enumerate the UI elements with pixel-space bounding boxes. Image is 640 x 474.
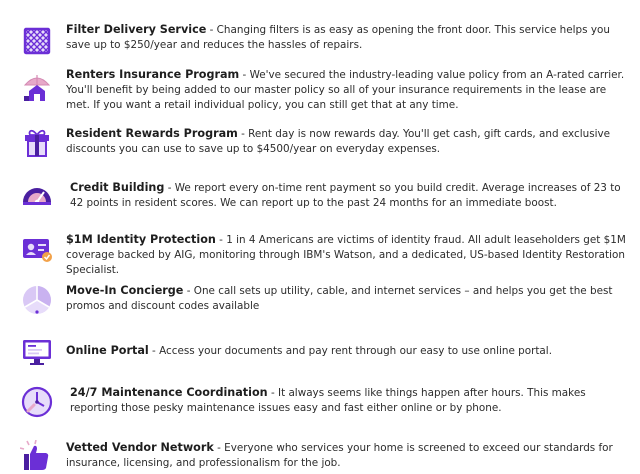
title-separator: - — [183, 285, 194, 297]
service-text — [66, 126, 626, 157]
service-text — [70, 385, 626, 416]
umbrella-house-icon — [20, 71, 54, 105]
filter-icon — [20, 24, 54, 58]
service-description: Rent day is now rewards day. You'll get cash, gift cards, and exclusive discounts you can use to save up to $4500/year on everyday expenses. — [66, 128, 611, 155]
service-text — [66, 22, 626, 53]
service-text — [66, 440, 626, 471]
service-title: $1M Identity Protection — [66, 233, 216, 246]
title-separator: - — [215, 234, 227, 246]
gauge-icon — [20, 180, 54, 214]
title-separator: - — [164, 182, 175, 194]
service-title: Move-In Concierge — [66, 284, 184, 297]
title-separator: - — [213, 442, 225, 454]
title-separator: - — [239, 69, 250, 81]
service-title: 24/7 Maintenance Coordination — [70, 386, 268, 399]
service-title: Credit Building — [70, 181, 165, 194]
title-separator: - — [237, 128, 249, 140]
service-title: Vetted Vendor Network — [66, 441, 214, 454]
service-description: One call sets up utility, cable, and internet services – and helps you get the best promos and discount codes available — [66, 285, 613, 312]
service-title: Resident Rewards Program — [66, 127, 238, 140]
service-title: Renters Insurance Program — [66, 68, 240, 81]
service-text — [66, 67, 626, 113]
title-separator: - — [206, 24, 217, 36]
service-title: Filter Delivery Service — [66, 23, 207, 36]
service-description: Access your documents and pay rent through our easy to use online portal. — [159, 345, 552, 357]
service-description: Changing filters is as easy as opening the front door. This service helps you save up to $250/year and reduces the hassles of repairs. — [66, 24, 610, 51]
title-separator: - — [267, 387, 278, 399]
service-text — [66, 343, 626, 359]
service-title: Online Portal — [66, 344, 149, 357]
thumbs-up-icon — [20, 440, 54, 474]
service-text — [70, 180, 626, 211]
service-description: 1 in 4 Americans are victims of identity fraud. All adult leaseholders get $1M coverage backed by AIG, monitoring through IBM's Watson, and a dedicated, US-based Identity Restoration Specialist. — [66, 234, 626, 276]
id-card-icon — [20, 232, 54, 266]
gift-icon — [20, 126, 54, 160]
service-description: We report every on-time rent payment so you build credit. Average increases of 23 to 42 points in resident scores. We can report up to the past 24 months for an immediate boost. — [70, 182, 621, 209]
title-separator: - — [148, 345, 160, 357]
service-text — [66, 232, 626, 278]
monitor-icon — [20, 335, 54, 369]
service-description: It always seems like things happen after hours. This makes reporting those pesky maintenance issues easy and fast either online or by phone. — [70, 387, 586, 414]
concierge-icon — [20, 283, 54, 317]
service-description: Everyone who services your home is screened to exceed our standards for insurance, licensing, and professionalism for the job. — [66, 442, 613, 469]
service-description: We've secured the industry-leading value policy from an A-rated carrier. You'll benefit by being added to our master policy so all of your insurance requirements in the lease are met. If you want a retail individual policy, you can still get that at any time. — [66, 69, 625, 111]
service-text — [66, 283, 626, 314]
clock-tools-icon — [20, 385, 54, 419]
